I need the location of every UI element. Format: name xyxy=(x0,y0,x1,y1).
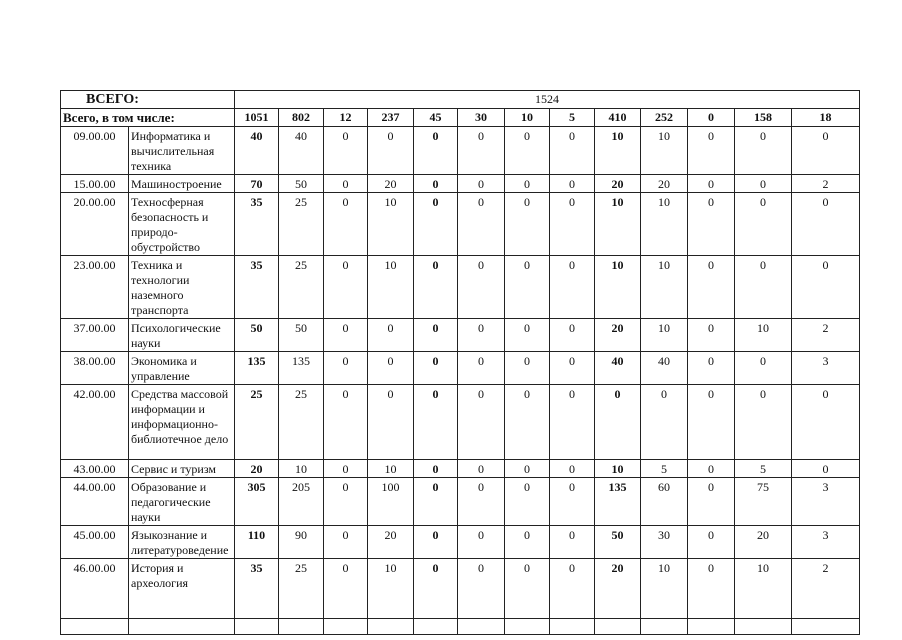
value-cell: 0 xyxy=(458,127,505,175)
direction-name: Сервис и туризм xyxy=(129,460,235,478)
subtotal-cell: 45 xyxy=(414,109,458,127)
value-cell: 0 xyxy=(414,559,458,619)
empty-cell xyxy=(505,619,550,635)
value-cell: 0 xyxy=(458,478,505,526)
value-cell: 10 xyxy=(641,319,688,352)
value-cell: 3 xyxy=(792,352,860,385)
value-cell: 0 xyxy=(505,385,550,460)
table-row xyxy=(61,319,860,352)
direction-code: 23.00.00 xyxy=(61,256,129,319)
value-cell: 10 xyxy=(368,559,414,619)
value-cell: 2 xyxy=(792,319,860,352)
direction-name: Языкознание и литературоведение xyxy=(129,526,235,559)
value-cell: 10 xyxy=(595,256,641,319)
value-cell: 0 xyxy=(688,559,735,619)
subtotal-cell: 18 xyxy=(792,109,860,127)
value-cell: 0 xyxy=(595,385,641,460)
admission-table xyxy=(60,90,860,635)
value-cell: 25 xyxy=(235,385,279,460)
direction-code: 42.00.00 xyxy=(61,385,129,460)
value-cell: 305 xyxy=(235,478,279,526)
value-cell: 10 xyxy=(641,193,688,256)
direction-code: 45.00.00 xyxy=(61,526,129,559)
value-cell: 0 xyxy=(414,526,458,559)
value-cell: 10 xyxy=(595,460,641,478)
table-row xyxy=(61,193,860,256)
value-cell: 0 xyxy=(414,460,458,478)
value-cell: 0 xyxy=(735,256,792,319)
subtotal-cell: 410 xyxy=(595,109,641,127)
table-row xyxy=(61,559,860,619)
value-cell: 0 xyxy=(414,175,458,193)
value-cell: 2 xyxy=(792,559,860,619)
direction-name: Техника и технологии наземного транспорта xyxy=(129,256,235,319)
value-cell: 0 xyxy=(735,127,792,175)
subtotal-cell: 252 xyxy=(641,109,688,127)
value-cell: 0 xyxy=(458,175,505,193)
value-cell: 135 xyxy=(595,478,641,526)
value-cell: 0 xyxy=(550,478,595,526)
value-cell: 0 xyxy=(688,352,735,385)
subtotal-cell: 5 xyxy=(550,109,595,127)
value-cell: 0 xyxy=(550,127,595,175)
empty-cell xyxy=(129,619,235,635)
value-cell: 10 xyxy=(595,193,641,256)
subtotal-cell: 30 xyxy=(458,109,505,127)
subtotal-cell: 1051 xyxy=(235,109,279,127)
value-cell: 25 xyxy=(279,256,324,319)
table-row xyxy=(61,175,860,193)
value-cell: 0 xyxy=(324,256,368,319)
value-cell: 0 xyxy=(368,127,414,175)
subtotal-cell: 802 xyxy=(279,109,324,127)
empty-cell xyxy=(595,619,641,635)
value-cell: 0 xyxy=(458,460,505,478)
value-cell: 50 xyxy=(235,319,279,352)
subtotal-cell: 12 xyxy=(324,109,368,127)
value-cell: 0 xyxy=(550,460,595,478)
value-cell: 20 xyxy=(735,526,792,559)
empty-cell xyxy=(458,619,505,635)
value-cell: 0 xyxy=(324,460,368,478)
empty-cell xyxy=(324,619,368,635)
value-cell: 0 xyxy=(735,385,792,460)
value-cell: 10 xyxy=(368,256,414,319)
value-cell: 135 xyxy=(235,352,279,385)
value-cell: 3 xyxy=(792,526,860,559)
subtotal-row xyxy=(61,109,860,127)
empty-cell xyxy=(414,619,458,635)
total-label: ВСЕГО: xyxy=(61,91,235,109)
value-cell: 10 xyxy=(735,319,792,352)
value-cell: 0 xyxy=(458,385,505,460)
value-cell: 50 xyxy=(279,319,324,352)
value-cell: 135 xyxy=(279,352,324,385)
value-cell: 5 xyxy=(735,460,792,478)
value-cell: 0 xyxy=(324,559,368,619)
value-cell: 0 xyxy=(324,478,368,526)
empty-cell xyxy=(235,619,279,635)
table-row xyxy=(61,460,860,478)
value-cell: 0 xyxy=(550,352,595,385)
empty-cell xyxy=(368,619,414,635)
value-cell: 0 xyxy=(505,559,550,619)
value-cell: 0 xyxy=(505,127,550,175)
value-cell: 10 xyxy=(595,127,641,175)
value-cell: 0 xyxy=(368,352,414,385)
value-cell: 0 xyxy=(688,385,735,460)
direction-name: Средства массовой информации и информационно-библиотечное дело xyxy=(129,385,235,460)
value-cell: 0 xyxy=(324,127,368,175)
value-cell: 35 xyxy=(235,193,279,256)
value-cell: 100 xyxy=(368,478,414,526)
value-cell: 20 xyxy=(595,175,641,193)
value-cell: 0 xyxy=(368,319,414,352)
direction-code: 15.00.00 xyxy=(61,175,129,193)
value-cell: 0 xyxy=(458,319,505,352)
value-cell: 0 xyxy=(735,352,792,385)
subtotal-cell: 0 xyxy=(688,109,735,127)
value-cell: 20 xyxy=(595,319,641,352)
value-cell: 0 xyxy=(792,127,860,175)
value-cell: 0 xyxy=(458,352,505,385)
value-cell: 5 xyxy=(641,460,688,478)
value-cell: 0 xyxy=(458,256,505,319)
table-row xyxy=(61,127,860,175)
empty-row xyxy=(61,619,860,635)
value-cell: 10 xyxy=(368,193,414,256)
value-cell: 0 xyxy=(792,460,860,478)
value-cell: 0 xyxy=(368,385,414,460)
value-cell: 0 xyxy=(550,256,595,319)
value-cell: 0 xyxy=(735,175,792,193)
value-cell: 0 xyxy=(688,478,735,526)
table-row xyxy=(61,256,860,319)
value-cell: 0 xyxy=(324,175,368,193)
empty-cell xyxy=(550,619,595,635)
total-row xyxy=(61,91,860,109)
value-cell: 0 xyxy=(414,193,458,256)
value-cell: 2 xyxy=(792,175,860,193)
value-cell: 40 xyxy=(279,127,324,175)
value-cell: 0 xyxy=(688,256,735,319)
value-cell: 0 xyxy=(505,478,550,526)
value-cell: 20 xyxy=(368,175,414,193)
value-cell: 75 xyxy=(735,478,792,526)
value-cell: 0 xyxy=(414,385,458,460)
empty-cell xyxy=(735,619,792,635)
table-row xyxy=(61,478,860,526)
value-cell: 0 xyxy=(505,319,550,352)
direction-code: 44.00.00 xyxy=(61,478,129,526)
value-cell: 205 xyxy=(279,478,324,526)
value-cell: 0 xyxy=(458,526,505,559)
value-cell: 0 xyxy=(688,193,735,256)
value-cell: 0 xyxy=(324,526,368,559)
value-cell: 0 xyxy=(324,193,368,256)
value-cell: 10 xyxy=(641,127,688,175)
value-cell: 0 xyxy=(688,319,735,352)
value-cell: 10 xyxy=(279,460,324,478)
value-cell: 10 xyxy=(368,460,414,478)
direction-name: Образование и педагогические науки xyxy=(129,478,235,526)
empty-cell xyxy=(61,619,129,635)
subtotal-label: Всего, в том числе: xyxy=(61,109,235,127)
value-cell: 110 xyxy=(235,526,279,559)
table-row xyxy=(61,385,860,460)
value-cell: 0 xyxy=(505,460,550,478)
subtotal-cell: 237 xyxy=(368,109,414,127)
value-cell: 0 xyxy=(550,526,595,559)
direction-name: Машиностроение xyxy=(129,175,235,193)
value-cell: 25 xyxy=(279,559,324,619)
subtotal-cell: 10 xyxy=(505,109,550,127)
value-cell: 0 xyxy=(458,559,505,619)
direction-code: 38.00.00 xyxy=(61,352,129,385)
value-cell: 60 xyxy=(641,478,688,526)
value-cell: 0 xyxy=(414,352,458,385)
value-cell: 0 xyxy=(688,175,735,193)
value-cell: 0 xyxy=(414,127,458,175)
value-cell: 0 xyxy=(792,385,860,460)
direction-code: 09.00.00 xyxy=(61,127,129,175)
direction-code: 20.00.00 xyxy=(61,193,129,256)
table-row xyxy=(61,526,860,559)
value-cell: 0 xyxy=(641,385,688,460)
value-cell: 0 xyxy=(792,256,860,319)
total-value: 1524 xyxy=(235,91,860,109)
value-cell: 0 xyxy=(550,385,595,460)
empty-cell xyxy=(688,619,735,635)
empty-cell xyxy=(279,619,324,635)
direction-name: Психологические науки xyxy=(129,319,235,352)
value-cell: 20 xyxy=(235,460,279,478)
value-cell: 0 xyxy=(414,478,458,526)
value-cell: 40 xyxy=(595,352,641,385)
direction-name: Информатика и вычислительная техника xyxy=(129,127,235,175)
value-cell: 0 xyxy=(735,193,792,256)
value-cell: 35 xyxy=(235,559,279,619)
value-cell: 0 xyxy=(324,352,368,385)
value-cell: 0 xyxy=(688,526,735,559)
value-cell: 20 xyxy=(595,559,641,619)
value-cell: 25 xyxy=(279,385,324,460)
value-cell: 0 xyxy=(550,559,595,619)
value-cell: 0 xyxy=(550,319,595,352)
value-cell: 0 xyxy=(505,526,550,559)
value-cell: 0 xyxy=(688,127,735,175)
value-cell: 0 xyxy=(505,175,550,193)
value-cell: 0 xyxy=(505,352,550,385)
value-cell: 50 xyxy=(279,175,324,193)
value-cell: 0 xyxy=(505,193,550,256)
value-cell: 3 xyxy=(792,478,860,526)
direction-code: 37.00.00 xyxy=(61,319,129,352)
subtotal-cell: 158 xyxy=(735,109,792,127)
empty-cell xyxy=(641,619,688,635)
direction-name: Экономика и управление xyxy=(129,352,235,385)
value-cell: 0 xyxy=(550,175,595,193)
value-cell: 0 xyxy=(414,256,458,319)
value-cell: 20 xyxy=(368,526,414,559)
value-cell: 0 xyxy=(458,193,505,256)
value-cell: 10 xyxy=(641,256,688,319)
value-cell: 0 xyxy=(414,319,458,352)
value-cell: 0 xyxy=(324,319,368,352)
value-cell: 20 xyxy=(641,175,688,193)
value-cell: 0 xyxy=(505,256,550,319)
value-cell: 0 xyxy=(688,460,735,478)
value-cell: 0 xyxy=(550,193,595,256)
value-cell: 0 xyxy=(324,385,368,460)
value-cell: 0 xyxy=(792,193,860,256)
direction-code: 43.00.00 xyxy=(61,460,129,478)
value-cell: 25 xyxy=(279,193,324,256)
value-cell: 10 xyxy=(641,559,688,619)
value-cell: 30 xyxy=(641,526,688,559)
direction-code: 46.00.00 xyxy=(61,559,129,619)
direction-name: История и археология xyxy=(129,559,235,619)
value-cell: 10 xyxy=(735,559,792,619)
value-cell: 70 xyxy=(235,175,279,193)
empty-cell xyxy=(792,619,860,635)
value-cell: 40 xyxy=(235,127,279,175)
direction-name: Техносферная безопасность и природо-обустройство xyxy=(129,193,235,256)
table-row xyxy=(61,352,860,385)
value-cell: 90 xyxy=(279,526,324,559)
value-cell: 50 xyxy=(595,526,641,559)
value-cell: 35 xyxy=(235,256,279,319)
value-cell: 40 xyxy=(641,352,688,385)
